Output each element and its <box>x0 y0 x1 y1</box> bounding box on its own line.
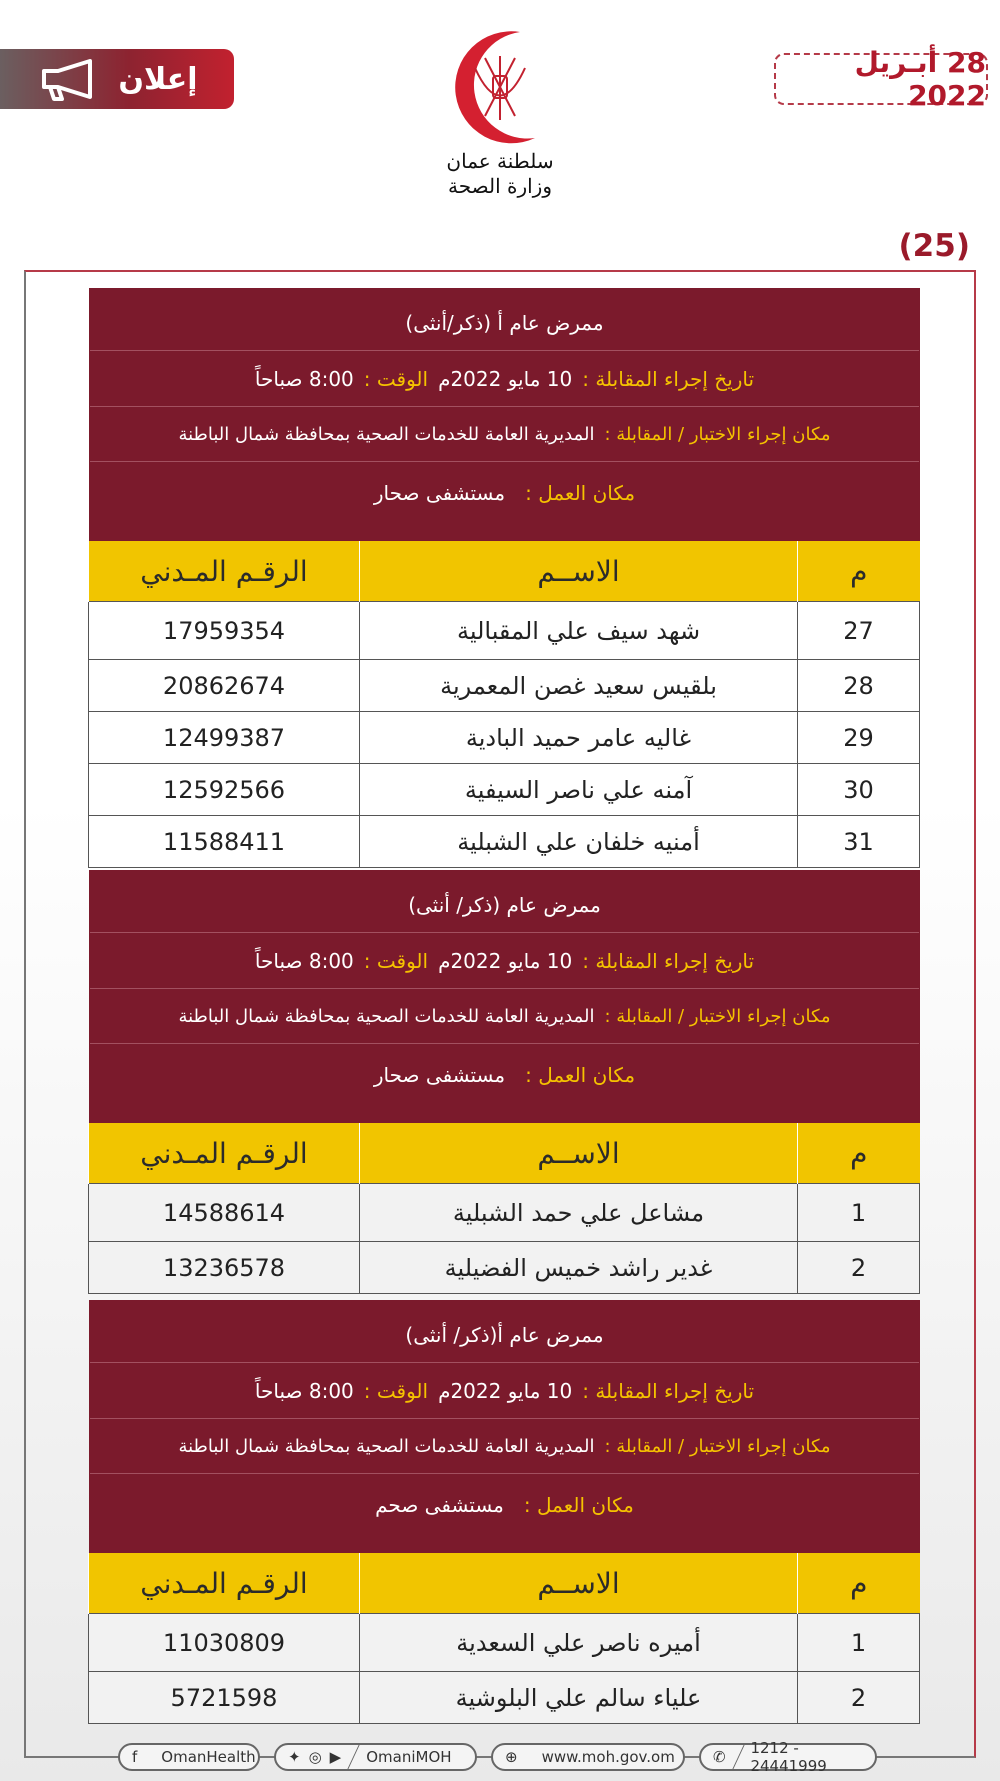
facebook-link[interactable]: f OmanHealth <box>118 1743 260 1771</box>
place-label: مكان إجراء الاختبار / المقابلة : <box>604 1005 831 1027</box>
date-text: 28 أبـريل 2022 <box>854 46 986 112</box>
candidates-table <box>88 1123 920 1294</box>
announcement-label: إعلان <box>118 61 198 97</box>
section-3 <box>89 1300 920 1724</box>
col-name: الاســم <box>360 541 798 602</box>
work-place: مستشفى صحار <box>373 481 506 505</box>
interview-date: 10 مايو 2022م <box>438 948 573 973</box>
place-label: مكان إجراء الاختبار / المقابلة : <box>604 423 831 445</box>
col-name: الاســم <box>360 1553 798 1614</box>
time-label: الوقت : <box>363 1378 429 1403</box>
oman-emblem-icon <box>425 28 575 203</box>
col-no: م <box>798 1123 920 1184</box>
footer-contacts <box>118 1739 877 1775</box>
table-row: 29 غاليه عامر حميد البادية 12499387 <box>89 712 920 764</box>
announcement-date <box>774 46 988 112</box>
interview-place: المديرية العامة للخدمات الصحية بمحافظة شمال الباطنة <box>178 1005 595 1027</box>
logo-text-oman: سلطنة عمان <box>446 149 554 173</box>
date-label: تاريخ إجراء المقابلة : <box>582 948 755 973</box>
globe-icon: ⊕ <box>505 1748 518 1766</box>
section-1 <box>89 288 920 868</box>
col-id: الرقـم المـدني <box>89 541 360 602</box>
section-header <box>89 870 920 1123</box>
time-label: الوقت : <box>363 948 429 973</box>
candidates-table <box>88 1553 920 1724</box>
facebook-icon: f <box>132 1748 138 1766</box>
interview-time: 8:00 صباحاً <box>254 1378 354 1403</box>
twitter-icon: ✦ <box>288 1748 301 1766</box>
phone-link[interactable]: ✆ 1212 - 24441999 <box>699 1743 877 1771</box>
col-name: الاســم <box>360 1123 798 1184</box>
col-id: الرقـم المـدني <box>89 1123 360 1184</box>
table-header <box>89 1553 920 1614</box>
youtube-icon: ▶ <box>329 1748 342 1766</box>
phone-icon: ✆ <box>713 1748 726 1766</box>
section-header <box>89 288 920 541</box>
instagram-icon: ◎ <box>308 1748 322 1766</box>
work-label: مكان العمل : <box>523 1493 634 1517</box>
table-header <box>89 1123 920 1184</box>
section-title: ممرض عام (ذكر/ أنثى) <box>408 892 601 917</box>
announcement-banner <box>0 49 234 109</box>
date-label: تاريخ إجراء المقابلة : <box>582 366 755 391</box>
section-title: ممرض عام أ (ذكر/أنثى) <box>405 310 604 335</box>
col-no: م <box>798 541 920 602</box>
interview-time: 8:00 صباحاً <box>254 948 354 973</box>
table-row: 28 بلقيس سعيد غصن المعمرية 20862674 <box>89 660 920 712</box>
table-row: 2 غدير راشد خميس الفضيلية 13236578 <box>89 1242 920 1294</box>
table-header <box>89 541 920 602</box>
work-label: مكان العمل : <box>525 1063 636 1087</box>
col-id: الرقـم المـدني <box>89 1553 360 1614</box>
col-no: م <box>798 1553 920 1614</box>
work-place: مستشفى صحم <box>375 1493 504 1517</box>
table-row: 1 أميره ناصر علي السعدية 11030809 <box>89 1614 920 1672</box>
place-label: مكان إجراء الاختبار / المقابلة : <box>604 1435 831 1457</box>
social-link[interactable]: ✦ ◎ ▶ OmaniMOH <box>274 1743 477 1771</box>
interview-date: 10 مايو 2022م <box>438 366 573 391</box>
interview-place: المديرية العامة للخدمات الصحية بمحافظة شمال الباطنة <box>178 1435 595 1457</box>
candidates-table <box>88 541 920 868</box>
section-2 <box>89 870 920 1294</box>
work-place: مستشفى صحار <box>373 1063 506 1087</box>
interview-time: 8:00 صباحاً <box>254 366 354 391</box>
interview-date: 10 مايو 2022م <box>438 1378 573 1403</box>
section-header <box>89 1300 920 1553</box>
ministry-logo <box>425 28 575 203</box>
table-row: 2 علياء سالم علي البلوشية 5721598 <box>89 1672 920 1724</box>
work-label: مكان العمل : <box>525 481 636 505</box>
date-label: تاريخ إجراء المقابلة : <box>582 1378 755 1403</box>
table-row: 1 مشاعل علي حمد الشبلية 14588614 <box>89 1184 920 1242</box>
table-row: 30 آمنه علي ناصر السيفية 12592566 <box>89 764 920 816</box>
table-row: 27 شهد سيف علي المقبالية 17959354 <box>89 602 920 660</box>
interview-place: المديرية العامة للخدمات الصحية بمحافظة شمال الباطنة <box>178 423 595 445</box>
time-label: الوقت : <box>363 366 429 391</box>
table-row: 31 أمنيه خلفان علي الشبلية 11588411 <box>89 816 920 868</box>
page-number: (25) <box>898 228 970 264</box>
megaphone-icon <box>36 57 98 101</box>
logo-text-moh: وزارة الصحة <box>448 174 552 198</box>
section-title: ممرض عام أ(ذكر/ أنثى) <box>405 1322 604 1347</box>
website-link[interactable]: ⊕ www.moh.gov.om <box>491 1743 685 1771</box>
